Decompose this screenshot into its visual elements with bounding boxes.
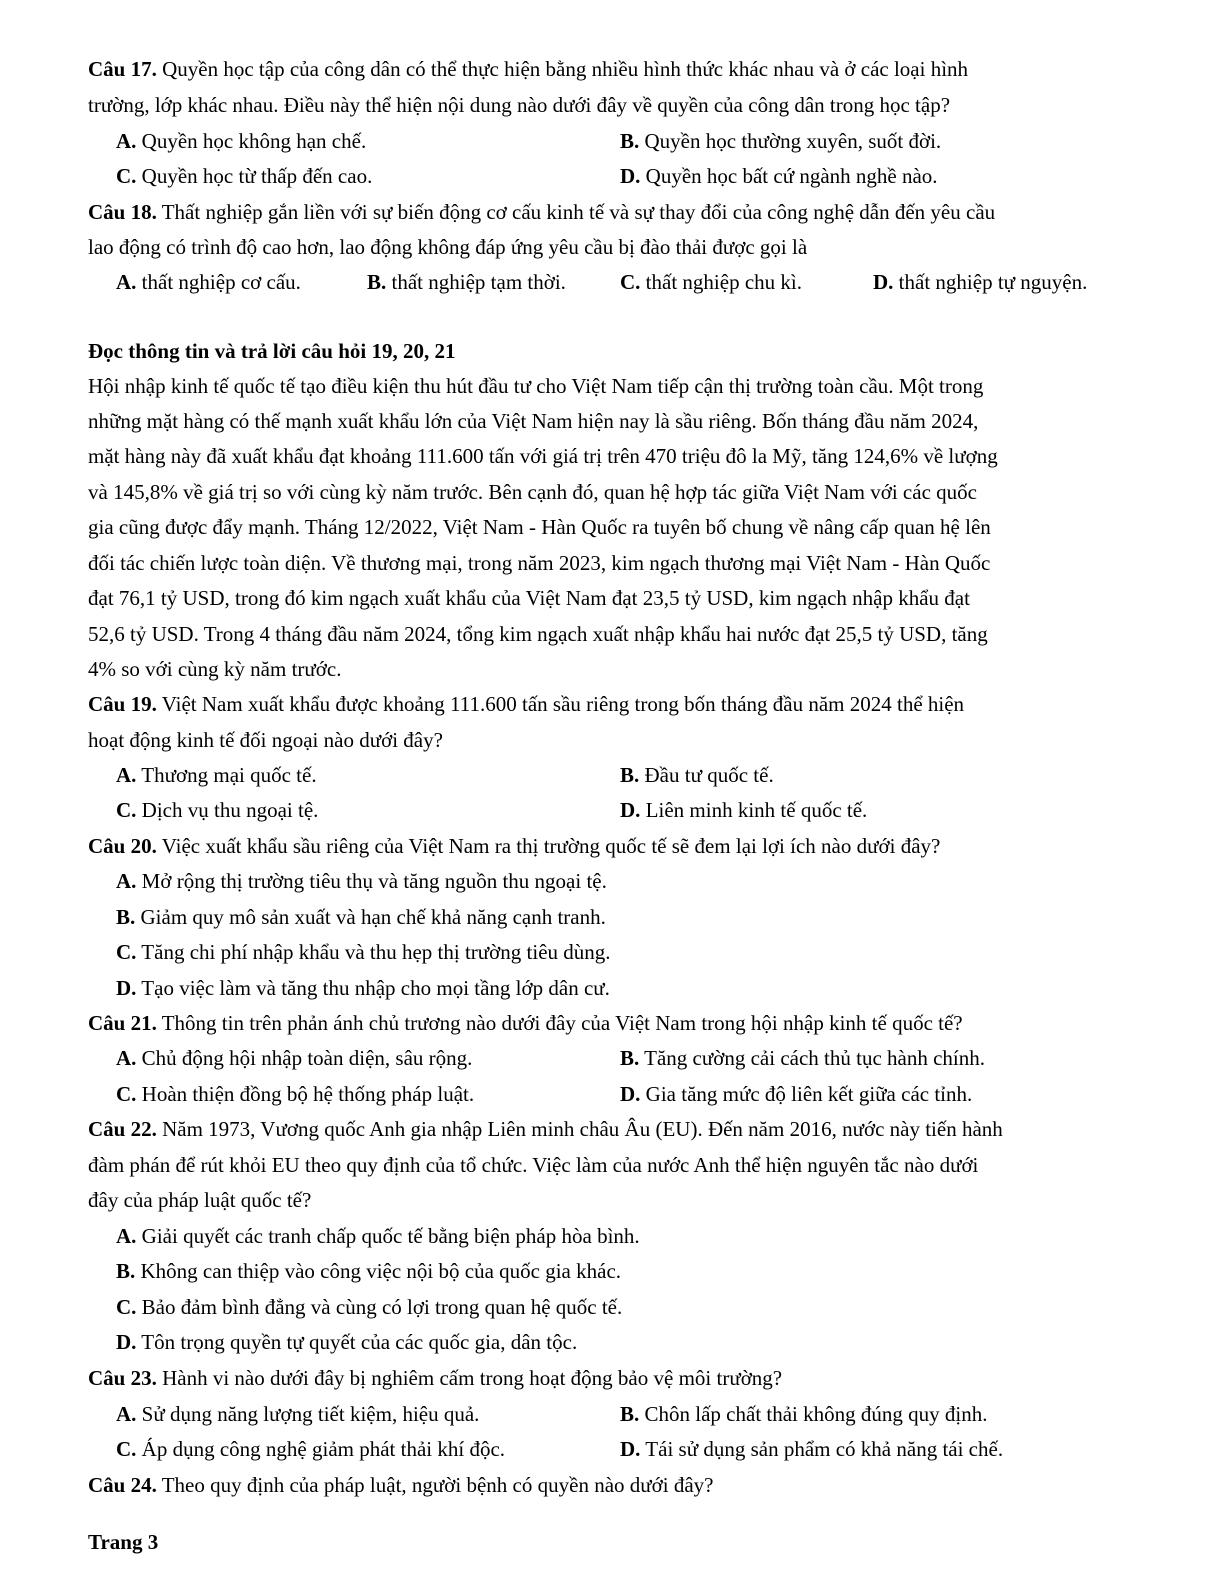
option-text: Giải quyết các tranh chấp quốc tế bằng biện pháp hòa bình. <box>136 1224 640 1248</box>
q22-label: Câu 22. <box>88 1117 157 1141</box>
option-text: Thương mại quốc tế. <box>136 763 317 787</box>
option-text: Giảm quy mô sản xuất và hạn chế khả năng cạnh tranh. <box>135 905 606 929</box>
q20-stem-text1: Việc xuất khẩu sầu riêng của Việt Nam ra thị trường quốc tế sẽ đem lại lợi ích nào dưới đây? <box>156 834 941 858</box>
option-letter: B. <box>620 129 640 153</box>
q19-option-a <box>116 763 317 787</box>
option-letter: A. <box>116 1402 137 1426</box>
passage-line: Hội nhập kinh tế quốc tế tạo điều kiện thu hút đầu tư cho Việt Nam tiếp cận thị trường toàn cầu. Một trong <box>88 374 984 398</box>
option-text: Đầu tư quốc tế. <box>639 763 774 787</box>
option-letter: A. <box>116 129 137 153</box>
option-text: thất nghiệp tạm thời. <box>386 270 566 294</box>
q17-stem-line2: trường, lớp khác nhau. Điều này thể hiện nội dung nào dưới đây về quyền của công dân trong học tập? <box>88 93 951 117</box>
q21-option-d <box>620 1082 972 1106</box>
option-text: Tạo việc làm và tăng thu nhập cho mọi tầng lớp dân cư. <box>136 976 610 1000</box>
q18-option-a <box>116 270 301 294</box>
q22-stem-line1 <box>88 1117 1003 1141</box>
option-letter: D. <box>116 1330 137 1354</box>
q20-stem-line1 <box>88 834 940 858</box>
option-text: thất nghiệp cơ cấu. <box>136 270 301 294</box>
option-letter: C. <box>116 1295 137 1319</box>
q23-option-c <box>116 1437 505 1461</box>
q23-option-a <box>116 1402 479 1426</box>
q21-stem-line1 <box>88 1011 963 1035</box>
q23-stem-text1: Hành vi nào dưới đây bị nghiêm cấm trong hoạt động bảo vệ môi trường? <box>156 1366 783 1390</box>
option-letter: C. <box>620 270 641 294</box>
q20-label: Câu 20. <box>88 834 157 858</box>
q20-option-d <box>116 976 610 1000</box>
q18-option-d <box>873 270 1087 294</box>
q22-stem-line2: đàm phán để rút khỏi EU theo quy định của tổ chức. Việc làm của nước Anh thể hiện nguyên tắc nào dưới <box>88 1153 979 1177</box>
option-text: Bảo đảm bình đẳng và cùng có lợi trong quan hệ quốc tế. <box>136 1295 623 1319</box>
q24-label: Câu 24. <box>88 1473 157 1497</box>
q21-option-a <box>116 1046 472 1070</box>
option-letter: C. <box>116 798 137 822</box>
q17-option-a <box>116 129 366 153</box>
passage-line: những mặt hàng có thế mạnh xuất khẩu lớn của Việt Nam hiện nay là sầu riêng. Bốn tháng đầu năm 2024, <box>88 409 979 433</box>
q17-stem-text1: Quyền học tập của công dân có thể thực hiện bằng nhiều hình thức khác nhau và ở các loại hình <box>156 57 969 81</box>
option-letter: B. <box>367 270 387 294</box>
passage-heading: Đọc thông tin và trả lời câu hỏi 19, 20, 21 <box>88 339 456 363</box>
q18-label: Câu 18. <box>88 200 157 224</box>
option-text: Không can thiệp vào công việc nội bộ của quốc gia khác. <box>135 1259 622 1283</box>
q17-option-b <box>620 129 941 153</box>
page-number: Trang 3 <box>88 1530 159 1554</box>
q19-stem-text1: Việt Nam xuất khẩu được khoảng 111.600 tấn sầu riêng trong bốn tháng đầu năm 2024 thể hiện <box>156 692 965 716</box>
q19-stem-line1 <box>88 692 964 716</box>
option-text: Gia tăng mức độ liên kết giữa các tỉnh. <box>640 1082 973 1106</box>
q17-label: Câu 17. <box>88 57 157 81</box>
passage-line: gia cũng được đẩy mạnh. Tháng 12/2022, Việt Nam - Hàn Quốc ra tuyên bố chung về nâng cấp quan hệ lên <box>88 515 991 539</box>
option-text: Sử dụng năng lượng tiết kiệm, hiệu quả. <box>136 1402 480 1426</box>
q18-stem-line1 <box>88 200 995 224</box>
q19-label: Câu 19. <box>88 692 157 716</box>
q21-stem-text1: Thông tin trên phản ánh chủ trương nào dưới đây của Việt Nam trong hội nhập kinh tế quốc tế? <box>156 1011 963 1035</box>
passage-line: đạt 76,1 tỷ USD, trong đó kim ngạch xuất khẩu của Việt Nam đạt 23,5 tỷ USD, kim ngạch nhập khẩu đạt <box>88 586 970 610</box>
q17-option-c <box>116 164 372 188</box>
option-letter: D. <box>116 976 137 1000</box>
option-letter: B. <box>116 905 136 929</box>
q22-option-c <box>116 1295 622 1319</box>
option-text: Quyền học không hạn chế. <box>136 129 367 153</box>
passage-line: và 145,8% về giá trị so với cùng kỳ năm trước. Bên cạnh đó, quan hệ hợp tác giữa Việt Nam với các quốc <box>88 480 977 504</box>
q19-option-b <box>620 763 774 787</box>
q20-option-a <box>116 869 607 893</box>
passage-line: đối tác chiến lược toàn diện. Về thương mại, trong năm 2023, kim ngạch thương mại Việt Nam - Hàn Quốc <box>88 551 991 575</box>
option-letter: D. <box>620 1437 641 1461</box>
option-letter: A. <box>116 763 137 787</box>
q22-option-d <box>116 1330 577 1354</box>
option-letter: C. <box>116 1082 137 1106</box>
q22-stem-line3: đây của pháp luật quốc tế? <box>88 1188 312 1212</box>
q21-option-c <box>116 1082 474 1106</box>
q21-label: Câu 21. <box>88 1011 157 1035</box>
option-text: Tôn trọng quyền tự quyết của các quốc gia, dân tộc. <box>136 1330 578 1354</box>
q18-stem-text1: Thất nghiệp gắn liền với sự biến động cơ cấu kinh tế và sự thay đổi của công nghệ dẫn đến yêu cầu <box>156 200 996 224</box>
q23-label: Câu 23. <box>88 1366 157 1390</box>
q19-option-d <box>620 798 867 822</box>
q20-option-c <box>116 940 611 964</box>
q19-stem-line2: hoạt động kinh tế đối ngoại nào dưới đây? <box>88 728 443 752</box>
option-letter: A. <box>116 869 137 893</box>
option-letter: C. <box>116 1437 137 1461</box>
passage-line: 4% so với cùng kỳ năm trước. <box>88 657 342 681</box>
option-text: Chôn lấp chất thải không đúng quy định. <box>639 1402 988 1426</box>
option-text: Áp dụng công nghệ giảm phát thải khí độc. <box>136 1437 506 1461</box>
q18-option-c <box>620 270 802 294</box>
option-text: thất nghiệp tự nguyện. <box>893 270 1088 294</box>
option-letter: B. <box>620 1046 640 1070</box>
option-text: Tăng chi phí nhập khẩu và thu hẹp thị trường tiêu dùng. <box>136 940 611 964</box>
q18-option-b <box>367 270 566 294</box>
option-letter: C. <box>116 940 137 964</box>
option-letter: B. <box>620 1402 640 1426</box>
option-letter: A. <box>116 1224 137 1248</box>
q17-option-d <box>620 164 938 188</box>
option-letter: D. <box>620 798 641 822</box>
passage-line: 52,6 tỷ USD. Trong 4 tháng đầu năm 2024, tổng kim ngạch xuất nhập khẩu hai nước đạt 25,5 tỷ USD, tăng <box>88 622 988 646</box>
q20-option-b <box>116 905 606 929</box>
option-text: Liên minh kinh tế quốc tế. <box>640 798 868 822</box>
option-letter: D. <box>620 164 641 188</box>
option-text: Tái sử dụng sản phẩm có khả năng tái chế. <box>640 1437 1004 1461</box>
q19-option-c <box>116 798 318 822</box>
option-letter: D. <box>620 1082 641 1106</box>
option-text: Quyền học từ thấp đến cao. <box>136 164 373 188</box>
option-text: Tăng cường cải cách thủ tục hành chính. <box>639 1046 985 1070</box>
option-text: Chủ động hội nhập toàn diện, sâu rộng. <box>136 1046 473 1070</box>
q24-stem-text1: Theo quy định của pháp luật, người bệnh có quyền nào dưới đây? <box>156 1473 714 1497</box>
option-letter: D. <box>873 270 894 294</box>
option-text: thất nghiệp chu kì. <box>640 270 802 294</box>
q24-stem-line1 <box>88 1473 713 1497</box>
option-text: Quyền học bất cứ ngành nghề nào. <box>640 164 938 188</box>
q22-option-b <box>116 1259 621 1283</box>
q23-option-b <box>620 1402 987 1426</box>
option-text: Quyền học thường xuyên, suốt đời. <box>639 129 942 153</box>
q18-stem-line2: lao động có trình độ cao hơn, lao động không đáp ứng yêu cầu bị đào thải được gọi là <box>88 235 808 259</box>
q22-option-a <box>116 1224 640 1248</box>
option-letter: B. <box>116 1259 136 1283</box>
option-letter: A. <box>116 270 137 294</box>
q21-option-b <box>620 1046 985 1070</box>
q23-option-d <box>620 1437 1003 1461</box>
option-letter: B. <box>620 763 640 787</box>
passage-line: mặt hàng này đã xuất khẩu đạt khoảng 111.600 tấn với giá trị trên 470 triệu đô la Mỹ, tăng 124,6% về lượng <box>88 444 998 468</box>
option-text: Hoàn thiện đồng bộ hệ thống pháp luật. <box>136 1082 475 1106</box>
option-text: Dịch vụ thu ngoại tệ. <box>136 798 319 822</box>
q23-stem-line1 <box>88 1366 782 1390</box>
option-text: Mở rộng thị trường tiêu thụ và tăng nguồn thu ngoại tệ. <box>136 869 607 893</box>
option-letter: C. <box>116 164 137 188</box>
option-letter: A. <box>116 1046 137 1070</box>
q22-stem-text1: Năm 1973, Vương quốc Anh gia nhập Liên minh châu Âu (EU). Đến năm 2016, nước này tiến hành <box>156 1117 1003 1141</box>
q17-stem-line1 <box>88 57 968 81</box>
